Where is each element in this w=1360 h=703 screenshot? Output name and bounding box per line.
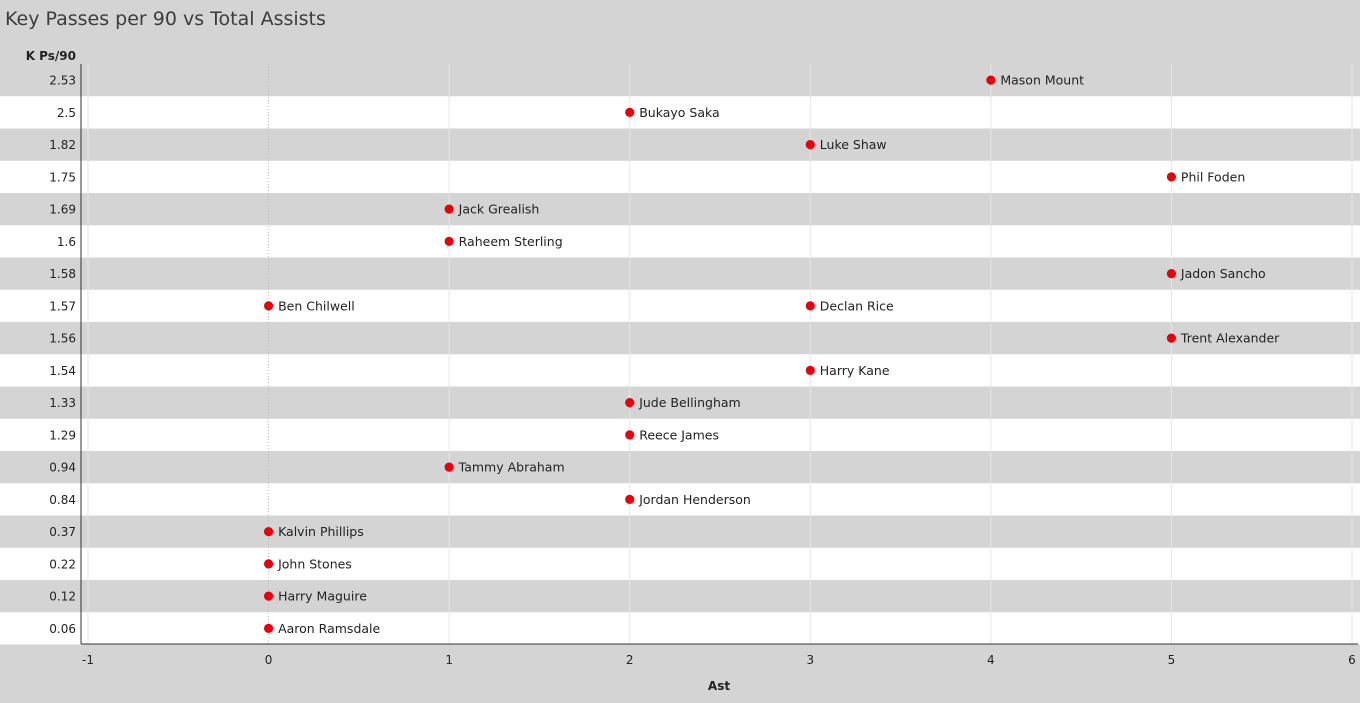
data-point (264, 527, 273, 536)
x-tick-label: 4 (987, 653, 995, 667)
y-tick-label: 0.94 (49, 460, 76, 475)
y-tick-label: 0.84 (49, 492, 76, 507)
x-tick-label: 0 (264, 653, 273, 667)
y-axis-title: K Ps/90 (25, 49, 76, 63)
x-tick-label: 6 (1348, 653, 1356, 667)
data-point (445, 205, 454, 214)
y-tick-label: 1.57 (49, 299, 76, 314)
x-tick-label: 1 (445, 653, 453, 667)
y-tick-label: 1.75 (49, 170, 76, 185)
y-tick-label: 0.12 (49, 589, 76, 604)
data-point-label: Mason Mount (1000, 72, 1085, 88)
data-point-label: Reece James (639, 427, 719, 443)
data-point-label: Harry Kane (819, 362, 890, 378)
data-point (264, 624, 273, 633)
y-tick-label: 2.53 (49, 73, 76, 88)
data-point-label: Declan Rice (819, 298, 894, 314)
row-band (0, 290, 1360, 322)
data-point (445, 463, 454, 472)
y-tick-label: 1.58 (49, 267, 76, 282)
data-point-label: Ben Chilwell (278, 298, 355, 314)
data-point-label: John Stones (278, 556, 352, 572)
data-point (445, 237, 454, 246)
data-point (1167, 334, 1176, 343)
data-point (986, 76, 995, 85)
data-point (806, 301, 815, 310)
x-axis-title: Ast (707, 679, 731, 693)
data-point-label: Jude Bellingham (639, 395, 741, 411)
x-tick-labels (82, 653, 1356, 667)
row-band (0, 354, 1360, 386)
data-point (806, 140, 815, 149)
data-point-label: Phil Foden (1180, 169, 1246, 185)
x-tick-label: 2 (625, 653, 634, 667)
data-point (625, 495, 634, 504)
row-band (0, 548, 1360, 580)
y-tick-label: 0.37 (49, 525, 76, 540)
data-point (264, 559, 273, 568)
y-tick-label: 1.54 (49, 363, 76, 378)
data-point-label: Jack Grealish (458, 201, 540, 217)
data-point-label: Trent Alexander (1180, 330, 1280, 346)
y-tick-label: 2.5 (56, 105, 76, 120)
data-point (625, 398, 634, 407)
chart-title: Key Passes per 90 vs Total Assists (5, 8, 326, 30)
data-point-label: Luke Shaw (819, 137, 887, 153)
data-point-label: Aaron Ramsdale (278, 620, 381, 636)
data-point (1167, 172, 1176, 181)
y-tick-label: 1.56 (49, 331, 76, 346)
data-point (264, 301, 273, 310)
data-point-label: Kalvin Phillips (278, 524, 364, 540)
row-band (0, 161, 1360, 193)
data-point-label: Harry Maguire (278, 588, 367, 604)
y-tick-label: 0.22 (49, 557, 76, 572)
data-point (806, 366, 815, 375)
data-point-label: Bukayo Saka (639, 104, 720, 120)
data-point (1167, 269, 1176, 278)
row-bands (0, 96, 1360, 644)
y-tick-label: 1.33 (49, 396, 76, 411)
y-tick-label: 0.06 (49, 621, 76, 636)
data-point (264, 592, 273, 601)
x-tick-label: 5 (1167, 653, 1176, 667)
data-point-label: Raheem Sterling (458, 233, 563, 249)
row-band (0, 225, 1360, 257)
y-tick-label: 1.29 (49, 428, 76, 443)
data-point-label: Tammy Abraham (458, 459, 565, 475)
data-point-label: Jordan Henderson (639, 491, 751, 507)
row-band (0, 612, 1360, 644)
y-tick-label: 1.69 (49, 202, 76, 217)
data-point (625, 108, 634, 117)
x-tick-label: -1 (82, 653, 94, 667)
data-point (625, 430, 634, 439)
y-tick-label: 1.82 (49, 138, 76, 153)
x-tick-label: 3 (806, 653, 815, 667)
y-tick-label: 1.6 (56, 234, 76, 249)
data-point-label: Jadon Sancho (1180, 266, 1266, 282)
